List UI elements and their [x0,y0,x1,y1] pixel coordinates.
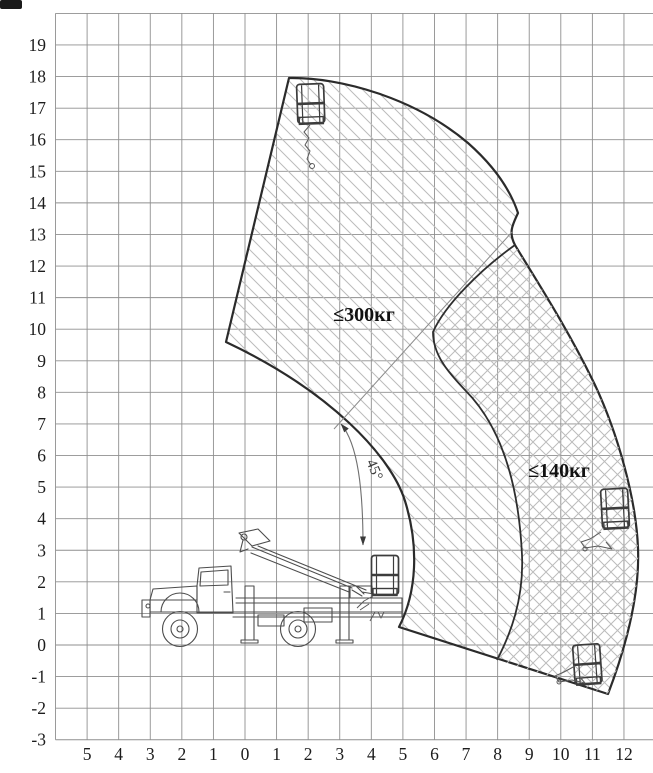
angle-45-label: 45° [362,457,386,483]
y-tick-label: -3 [31,729,46,750]
x-tick-label: 0 [240,744,250,764]
y-tick-label: 9 [37,350,46,371]
truck-illustration [142,529,402,647]
x-tick-label: 8 [493,744,503,764]
x-tick-label: 6 [430,744,439,764]
y-tick-label: 2 [37,571,46,592]
x-tick-label: 4 [114,744,124,764]
y-tick-label: -2 [31,698,46,719]
platform-basket-stowed [357,556,399,622]
y-tick-label: 15 [28,161,46,182]
y-tick-label: 10 [28,319,46,340]
y-tick-label: 13 [28,224,46,245]
zone-140-label: ≤140кг [528,460,590,482]
x-tick-label: 5 [82,744,92,764]
x-tick-label: 2 [177,744,187,764]
x-tick-label: 1 [272,744,281,764]
y-tick-label: 8 [37,382,46,403]
angle-dimension-arc [341,424,363,545]
x-tick-label: 3 [145,744,155,764]
x-tick-label: 7 [461,744,471,764]
y-tick-label: -1 [31,666,46,687]
y-tick-label: 18 [28,66,46,87]
y-tick-label: 11 [29,287,46,308]
zone-300-label: ≤300кг [333,304,395,326]
y-tick-label: 14 [28,192,46,213]
y-tick-label: 7 [37,413,46,434]
y-tick-label: 5 [37,477,46,498]
y-tick-label: 12 [28,256,46,277]
y-tick-label: 16 [28,129,46,150]
x-tick-label: 12 [615,744,633,764]
x-tick-label: 4 [366,744,376,764]
x-tick-label: 5 [398,744,408,764]
x-tick-label: 3 [335,744,345,764]
x-tick-label: 10 [552,744,570,764]
y-tick-label: 1 [37,603,46,624]
x-axis-labels [83,744,633,764]
y-tick-label: 4 [37,508,46,529]
y-axis-labels [29,35,47,750]
y-tick-label: 6 [37,445,46,466]
y-tick-label: 0 [37,635,46,655]
x-tick-label: 9 [524,744,534,764]
x-tick-label: 2 [303,744,313,764]
frame-corner-mark [0,0,22,9]
y-tick-label: 3 [37,540,46,561]
y-tick-label: 17 [28,98,46,119]
x-tick-label: 11 [583,744,601,764]
y-tick-label: 19 [28,34,46,55]
x-tick-label: 1 [209,744,218,764]
